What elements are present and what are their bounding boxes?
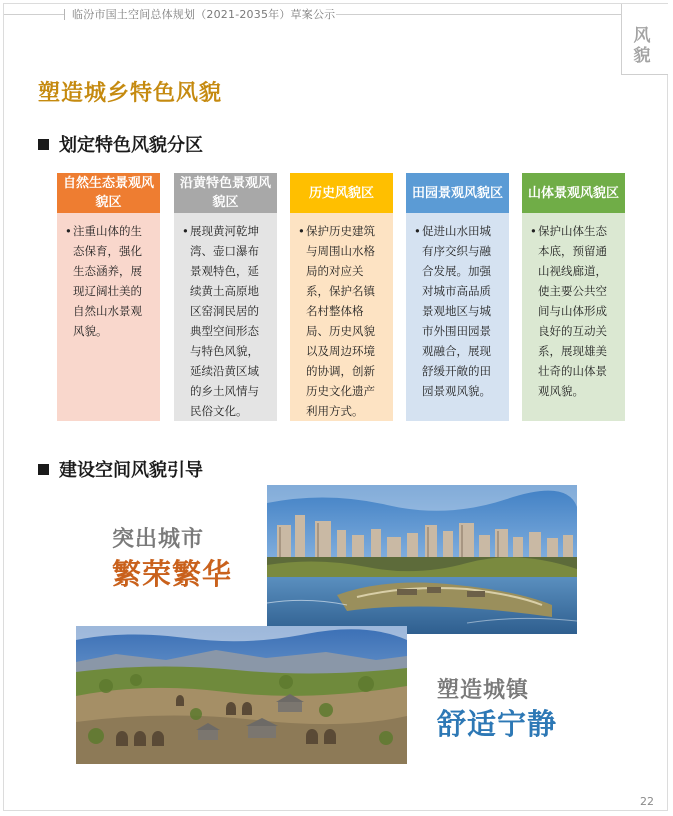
- cave-dwelling-illustration: [76, 626, 407, 764]
- zone-card-pastoral: [406, 173, 509, 421]
- zone-card-header: [290, 173, 393, 213]
- zone-card-text: 保护历史建筑与周围山水格局的对应关系，保护名镇名村整体格局、历史风貌以及周边环境的协调，创新历史文化遗产利用方式。: [306, 224, 375, 418]
- square-bullet-icon: [38, 464, 49, 475]
- zone-card-title: 历史风貌区: [308, 185, 374, 201]
- subheading-guide-text: 建设空间风貌引导: [59, 460, 203, 481]
- zone-card-title: 自然生态景观风貌区: [63, 176, 155, 210]
- zone-card-body: [406, 213, 509, 421]
- slogan-1-line-1: 突出城市: [112, 526, 205, 552]
- zone-card-natural-ecology: [57, 173, 160, 421]
- zone-card-header: [406, 173, 509, 213]
- zone-card-text: 促进山水田城有序交织与融合发展。加强对城市高品质景观地区与城市外围田园景观融合，展现舒缓开敞的田园景观风貌。: [422, 224, 491, 398]
- subheading-guide: [38, 456, 203, 482]
- page-number: 22: [640, 795, 654, 808]
- header-rule-tick: [64, 9, 65, 20]
- city-skyline-illustration: [267, 485, 577, 634]
- zone-card-mountain: [522, 173, 625, 421]
- zone-card-title: 田园景观风貌区: [412, 185, 504, 201]
- section-title: 塑造城乡特色风貌: [38, 81, 223, 106]
- slogan-1-line-2: 繁荣繁华: [112, 557, 233, 591]
- zone-card-header: [57, 173, 160, 213]
- slogan-2-line-2: 舒适宁静: [437, 707, 558, 741]
- slogan-2-line-1: 塑造城镇: [437, 677, 530, 703]
- zone-card-body: [174, 213, 277, 421]
- bullet-dot-icon: •: [298, 224, 305, 238]
- bullet-dot-icon: •: [182, 224, 189, 238]
- document-header-title: 临汾市国土空间总体规划（2021-2035年）草案公示: [72, 8, 336, 21]
- subheading-zones: [38, 131, 203, 157]
- subheading-zones-text: 划定特色风貌分区: [59, 135, 203, 156]
- zone-card-body: [522, 213, 625, 421]
- side-tab-label: 风貌: [633, 26, 651, 66]
- city-skyline-photo: [267, 485, 577, 634]
- bullet-dot-icon: •: [414, 224, 421, 238]
- header-rule-left: [4, 14, 64, 15]
- zone-card-body: [290, 213, 393, 421]
- zone-card-title: 山体景观风貌区: [528, 185, 620, 201]
- header-rule-right: [336, 14, 621, 15]
- bullet-dot-icon: •: [65, 224, 72, 238]
- zone-card-yellow-river: [174, 173, 277, 421]
- zone-card-header: [174, 173, 277, 213]
- zone-card-body: [57, 213, 160, 421]
- zone-card-text: 注重山体的生态保育，强化生态涵养，展现辽阔壮美的自然山水景观风貌。: [73, 224, 142, 338]
- zone-card-title: 沿黄特色景观风貌区: [180, 176, 272, 210]
- zone-card-text: 保护山体生态本底，预留通山视线廊道，使主要公共空间与山体形成良好的互动关系，展现雄美壮奇的山体景观风貌。: [538, 224, 607, 398]
- cave-dwelling-village-photo: [76, 626, 407, 764]
- bullet-dot-icon: •: [530, 224, 537, 238]
- zone-card-historic: [290, 173, 393, 421]
- zone-card-text: 展现黄河乾坤湾、壶口瀑布景观特色，延续黄土高原地区窑洞民居的典型空间形态与特色风貌，延续沿黄区域的乡土风情与民俗文化。: [190, 224, 259, 418]
- zone-card-header: [522, 173, 625, 213]
- square-bullet-icon: [38, 139, 49, 150]
